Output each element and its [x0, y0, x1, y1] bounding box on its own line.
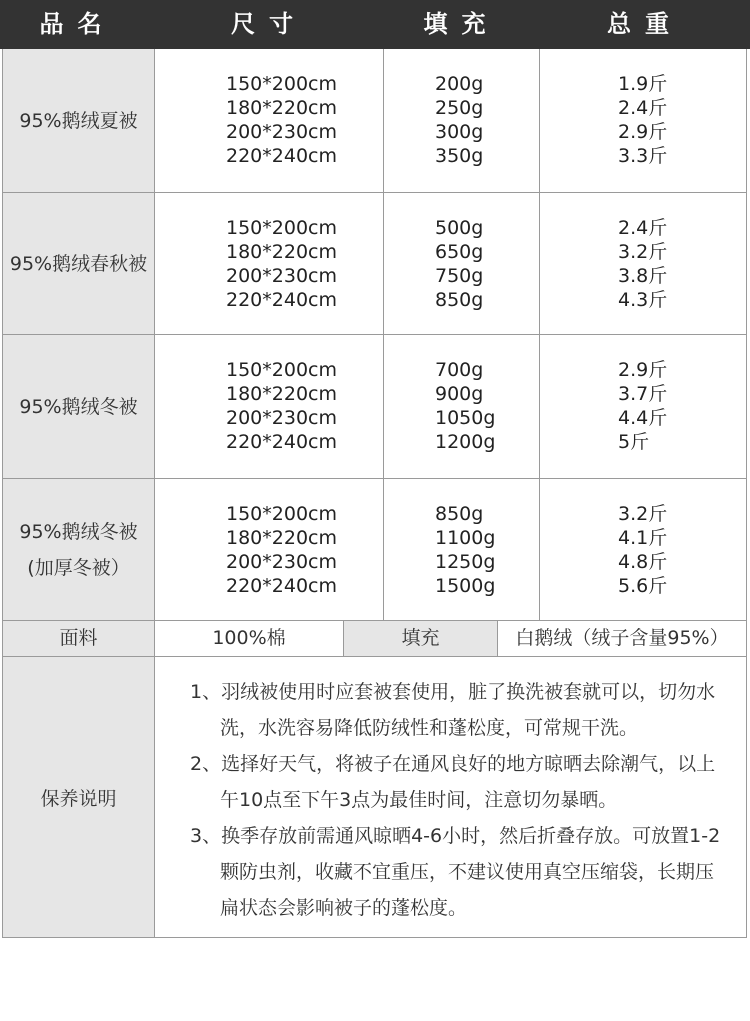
care-item: 2、选择好天气，将被子在通风良好的地方晾晒去除潮气，以上午10点至下午3点为最佳时间，注意切勿暴晒。 [190, 753, 716, 811]
product-name [2, 335, 155, 478]
size-value: 200*230cm [226, 121, 337, 143]
product-name [2, 479, 155, 620]
size-value: 150*200cm [226, 503, 337, 525]
divider [746, 193, 747, 334]
fill-label: 填充 [343, 621, 498, 656]
fill-list [435, 72, 483, 168]
weight-list [618, 216, 667, 312]
fill-material-value: 白鹅绒（绒子含量95%） [498, 621, 747, 656]
fill-list [435, 216, 483, 312]
weight-value: 2.4斤 [618, 97, 668, 119]
fill-value: 300g [435, 121, 484, 143]
weight-list [618, 502, 667, 598]
weight-value: 3.7斤 [618, 383, 668, 405]
size-value: 220*240cm [226, 575, 337, 597]
weight-value: 3.8斤 [618, 265, 668, 287]
size-list [226, 216, 337, 312]
size-value: 180*220cm [226, 527, 337, 549]
fill-value: 650g [435, 241, 484, 263]
weight-value: 2.9斤 [618, 359, 668, 381]
care-instructions [190, 674, 730, 926]
divider [383, 49, 384, 192]
weight-value: 2.9斤 [618, 121, 668, 143]
divider [746, 49, 747, 192]
fabric-value: 100%棉 [212, 627, 286, 649]
weight-value: 3.3斤 [618, 145, 668, 167]
divider [746, 479, 747, 620]
fill-value: 350g [435, 145, 484, 167]
table-row [2, 49, 747, 193]
size-value: 180*220cm [226, 97, 337, 119]
fill-value: 1250g [435, 551, 496, 573]
care-label: 保养说明 [2, 657, 155, 937]
size-value: 220*240cm [226, 145, 337, 167]
size-value: 180*220cm [226, 241, 337, 263]
divider [539, 479, 540, 620]
weight-value: 1.9斤 [618, 73, 668, 95]
table-row [2, 335, 747, 479]
header-name: 品名 [39, 10, 116, 38]
weight-value: 4.8斤 [618, 551, 668, 573]
fill-value: 1050g [435, 407, 496, 429]
fill-value: 1100g [435, 527, 496, 549]
product-name [2, 49, 155, 192]
care-item: 1、羽绒被使用时应套被套使用，脏了换洗被套就可以，切勿水洗，水洗容易降低防绒性和蓬松度，可常规干洗。 [190, 681, 716, 739]
size-value: 180*220cm [226, 383, 337, 405]
fabric-label: 面料 [2, 621, 155, 656]
weight-value: 2.4斤 [618, 217, 668, 239]
divider [383, 479, 384, 620]
divider [383, 335, 384, 478]
care-item: 3、换季存放前需通风晾晒4-6小时，然后折叠存放。可放置1-2颗防虫剂，收藏不宜重压，不建议使用真空压缩袋，长期压扁状态会影响被子的蓬松度。 [190, 825, 721, 919]
header-weight: 总重 [607, 10, 683, 38]
size-value: 150*200cm [226, 217, 337, 239]
product-name [2, 193, 155, 334]
weight-value: 4.3斤 [618, 289, 668, 311]
product-name-line: 95%鹅绒冬被 [19, 395, 138, 418]
size-value: 220*240cm [226, 289, 337, 311]
divider [539, 193, 540, 334]
weight-value: 4.1斤 [618, 527, 668, 549]
fill-value: 200g [435, 73, 484, 95]
weight-value: 5.6斤 [618, 575, 668, 597]
header-size: 尺寸 [231, 10, 307, 38]
fill-value: 250g [435, 97, 484, 119]
header-fill: 填充 [423, 10, 500, 38]
size-value: 200*230cm [226, 407, 337, 429]
weight-list [618, 358, 667, 454]
weight-list [618, 72, 667, 168]
care-row [2, 657, 747, 938]
fill-value: 700g [435, 359, 484, 381]
table-row [2, 479, 747, 621]
fill-value: 500g [435, 217, 484, 239]
product-name-line: (加厚冬被） [27, 556, 130, 579]
product-name-line: 95%鹅绒夏被 [19, 109, 138, 132]
divider [539, 335, 540, 478]
fill-list [435, 358, 495, 454]
weight-value: 4.4斤 [618, 407, 668, 429]
fabric-row [2, 621, 747, 657]
size-value: 150*200cm [226, 359, 337, 381]
table-header [0, 0, 750, 49]
size-value: 220*240cm [226, 431, 337, 453]
table-row [2, 193, 747, 335]
product-name-line: 95%鹅绒冬被 [19, 520, 138, 543]
fill-value: 850g [435, 503, 484, 525]
size-value: 200*230cm [226, 265, 337, 287]
fill-value: 750g [435, 265, 484, 287]
weight-value: 3.2斤 [618, 503, 668, 525]
fill-list [435, 502, 495, 598]
divider [746, 335, 747, 478]
size-value: 200*230cm [226, 551, 337, 573]
size-value: 150*200cm [226, 73, 337, 95]
size-list [226, 72, 337, 168]
divider [383, 193, 384, 334]
fill-value: 900g [435, 383, 484, 405]
fill-value: 1500g [435, 575, 496, 597]
product-name-line: 95%鹅绒春秋被 [9, 252, 148, 275]
weight-value: 5斤 [618, 431, 650, 453]
fill-value: 850g [435, 289, 484, 311]
weight-value: 3.2斤 [618, 241, 668, 263]
size-list [226, 358, 337, 454]
divider [539, 49, 540, 192]
fill-value: 1200g [435, 431, 496, 453]
size-list [226, 502, 337, 598]
